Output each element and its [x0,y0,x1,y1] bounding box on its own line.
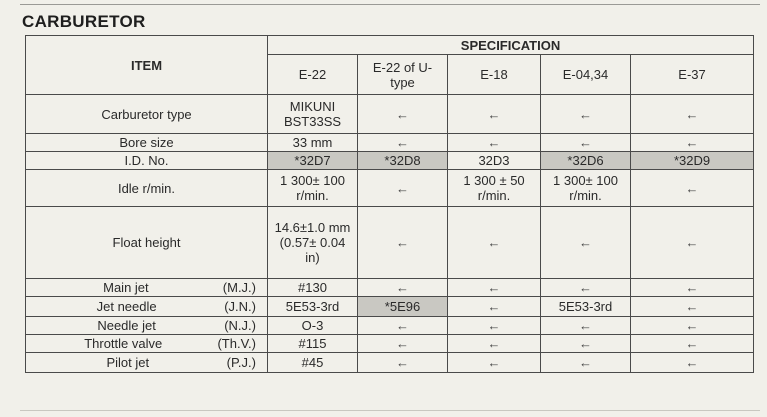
row-label: I.D. No. [26,152,268,170]
spec-cell: ← [358,95,448,134]
row-abbreviation: (P.J.) [226,355,256,370]
id-number-cell: *32D8 [358,152,448,170]
specification-header: SPECIFICATION [268,36,754,55]
table-row [26,335,754,353]
id-number-cell: *32D7 [268,152,358,170]
spec-cell: *5E96 [358,297,448,317]
spec-cell: 5E53-3rd [541,297,631,317]
column-header: E-18 [448,55,541,95]
column-header: E-22 of U-type [358,55,448,95]
id-number-cell: *32D6 [541,152,631,170]
table-row [26,297,754,317]
row-label: Throttle valve (Th.V.) [26,335,268,353]
spec-cell: #130 [268,279,358,297]
id-number-cell: *32D9 [631,152,754,170]
spec-cell: 14.6±1.0 mm (0.57± 0.04 in) [268,207,358,279]
spec-cell: ← [541,134,631,152]
row-abbreviation: (M.J.) [222,280,256,295]
spec-cell: ← [358,207,448,279]
spec-cell: ← [631,134,754,152]
spec-cell: ← [448,297,541,317]
spec-cell: ← [631,317,754,335]
spec-cell: ← [358,134,448,152]
table-row [26,95,754,134]
table-row [26,317,754,335]
spec-cell: MIKUNI BST33SS [268,95,358,134]
spec-cell: ← [631,335,754,353]
spec-cell: ← [448,95,541,134]
table-row [26,152,754,170]
row-label: Needle jet (N.J.) [26,317,268,335]
row-label: Main jet (M.J.) [26,279,268,297]
bottom-rule [20,410,760,411]
table-row [26,353,754,373]
spec-cell: ← [631,279,754,297]
spec-cell: ← [541,317,631,335]
top-rule [20,4,760,5]
spec-cell: 1 300± 100 r/min. [541,170,631,207]
spec-cell: ← [448,134,541,152]
carburetor-spec-table [25,35,754,373]
spec-cell: ← [541,95,631,134]
spec-cell: ← [631,207,754,279]
id-number-cell: 32D3 [448,152,541,170]
spec-cell: ← [631,353,754,373]
spec-cell: ← [541,279,631,297]
section-title: CARBURETOR [22,12,146,31]
spec-cell: ← [541,207,631,279]
spec-cell: ← [448,335,541,353]
row-label: Idle r/min. [26,170,268,207]
spec-cell: ← [631,297,754,317]
row-abbreviation: (N.J.) [224,318,256,333]
spec-cell: #115 [268,335,358,353]
spec-cell: ← [448,279,541,297]
spec-cell: ← [358,170,448,207]
spec-cell: ← [541,353,631,373]
spec-cell: ← [631,95,754,134]
row-label: Jet needle (J.N.) [26,297,268,317]
item-header: ITEM [26,36,268,95]
table-row [26,134,754,152]
table-row [26,170,754,207]
row-label: Pilot jet (P.J.) [26,353,268,373]
spec-cell: ← [358,317,448,335]
spec-cell: 1 300± 100 r/min. [268,170,358,207]
spec-cell: ← [448,317,541,335]
row-label: Bore size [26,134,268,152]
spec-cell: 33 mm [268,134,358,152]
spec-cell: ← [448,353,541,373]
spec-cell: ← [631,170,754,207]
column-header: E-22 [268,55,358,95]
column-header: E-04,34 [541,55,631,95]
spec-cell: O-3 [268,317,358,335]
table-row [26,279,754,297]
row-label: Carburetor type [26,95,268,134]
row-abbreviation: (J.N.) [224,299,256,314]
spec-cell: 5E53-3rd [268,297,358,317]
spec-cell: ← [541,335,631,353]
spec-cell: ← [358,353,448,373]
row-label: Float height [26,207,268,279]
table-row [26,207,754,279]
column-header: E-37 [631,55,754,95]
spec-cell: ← [358,279,448,297]
spec-cell: ← [358,335,448,353]
spec-cell: ← [448,207,541,279]
spec-cell: 1 300 ± 50 r/min. [448,170,541,207]
spec-cell: #45 [268,353,358,373]
row-abbreviation: (Th.V.) [217,336,256,351]
